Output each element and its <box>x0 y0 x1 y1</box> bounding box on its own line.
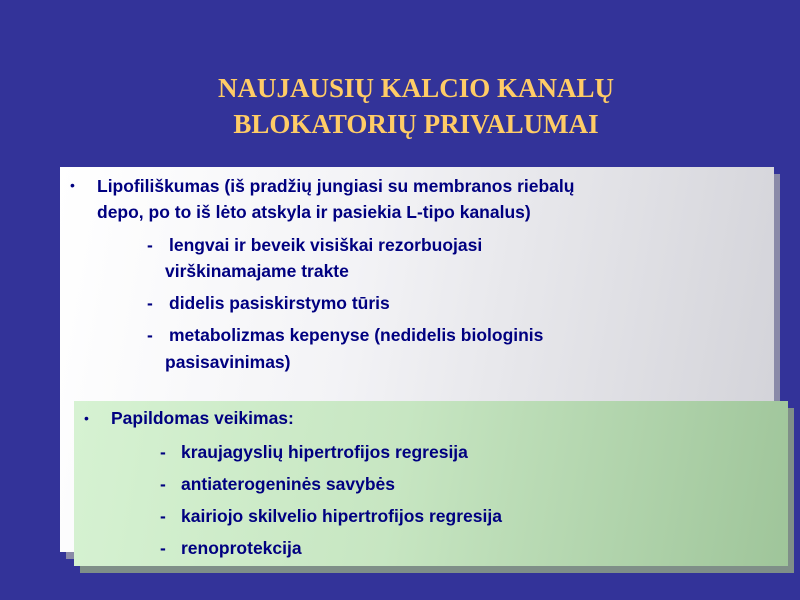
bullet-icon: • <box>70 177 75 193</box>
box1-bullet-line-2: depo, po to iš lėto atskyla ir pasiekia L-tipo kanalus) <box>97 202 531 222</box>
box2-sub1: kraujagyslių hipertrofijos regresija <box>181 442 468 462</box>
box2-sub2: antiaterogeninės savybės <box>181 474 395 494</box>
title-line-2: BLOKATORIŲ PRIVALUMAI <box>233 109 599 139</box>
box1-sub1-line-2: virškinamajame trakte <box>165 261 349 281</box>
title-line-1: NAUJAUSIŲ KALCIO KANALŲ <box>217 73 615 103</box>
dash-icon: - <box>160 474 166 494</box>
dash-icon: - <box>160 506 166 526</box>
box2-sub3: kairiojo skilvelio hipertrofijos regresija <box>181 506 502 526</box>
box1-sub2: didelis pasiskirstymo tūris <box>169 293 390 313</box>
box2-bullet: Papildomas veikimas: <box>111 408 294 428</box>
box1-sub1-line-1: lengvai ir beveik visiškai rezorbuojasi <box>169 235 483 255</box>
box1-bullet-line-1: Lipofiliškumas (iš pradžių jungiasi su membranos riebalų <box>97 176 575 196</box>
slide-title <box>0 70 800 142</box>
box1-sub3-line-1: metabolizmas kepenyse (nedidelis biologinis <box>169 325 544 345</box>
dash-icon: - <box>147 293 153 313</box>
dash-icon: - <box>147 235 153 255</box>
box2-sub4: renoprotekcija <box>181 538 302 558</box>
dash-icon: - <box>160 442 166 462</box>
box1-sub3-line-2: pasisavinimas) <box>165 352 291 372</box>
dash-icon: - <box>160 538 166 558</box>
dash-icon: - <box>147 325 153 345</box>
bullet-icon: • <box>84 410 89 426</box>
